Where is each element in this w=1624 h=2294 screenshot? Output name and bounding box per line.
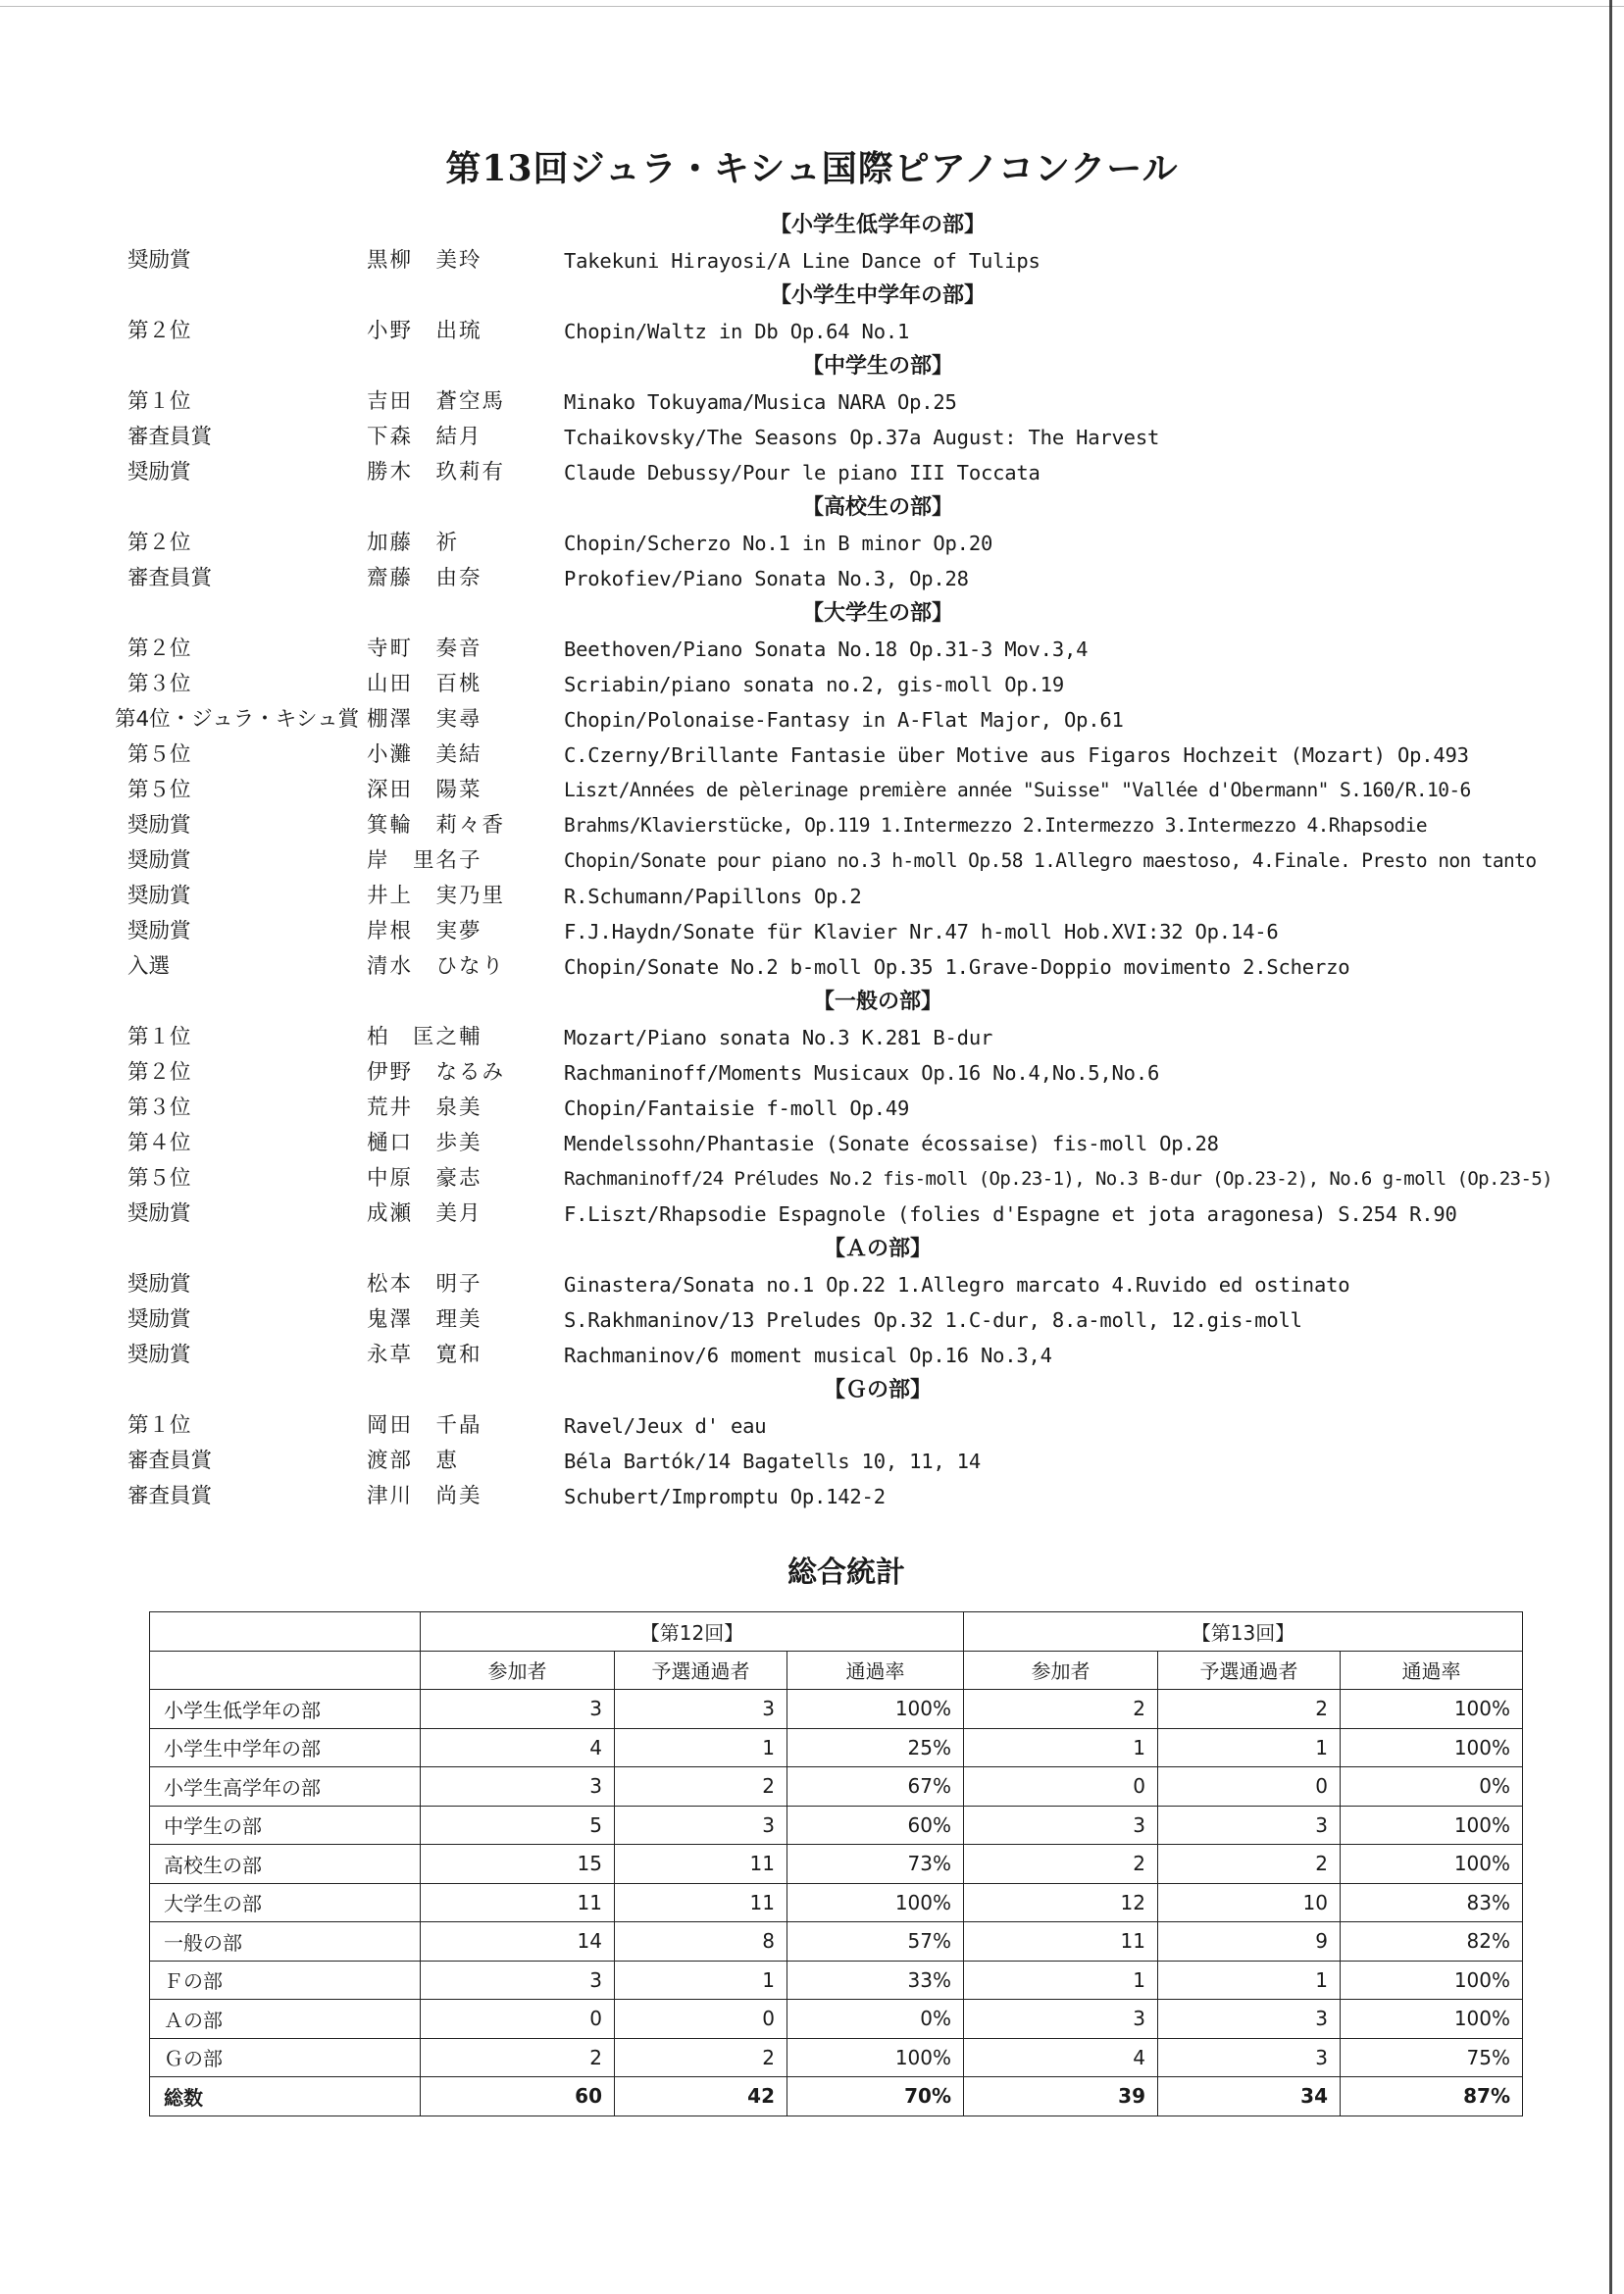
section-heading — [118, 208, 1569, 243]
performer-name: 加藤 祈 — [367, 531, 460, 555]
scan-edge-right — [1609, 0, 1612, 2294]
result-row — [118, 773, 1569, 808]
performer-name: 柏 匡之輔 — [367, 1025, 482, 1049]
stats-cell: 73% — [787, 1845, 964, 1884]
result-row — [118, 1020, 1569, 1055]
piece-title: F.J.Haydn/Sonate für Klavier Nr.47 h-moll Hob.XVI:32 Op.14-6 — [564, 920, 1279, 943]
stats-cell: 2 — [615, 1767, 787, 1807]
award-label: 審査員賞 — [127, 566, 213, 590]
result-row — [118, 1408, 1569, 1444]
stats-cell: 3 — [615, 1806, 787, 1845]
piece-title: F.Liszt/Rhapsodie Espagnole (folies d'Espagne et jota aragonesa) S.254 R.90 — [564, 1202, 1457, 1226]
section-heading-text: 【一般の部】 — [812, 990, 942, 1014]
award-label: 奨励賞 — [127, 248, 191, 273]
result-row — [118, 1338, 1569, 1373]
result-row — [118, 1091, 1569, 1126]
section-heading — [118, 1232, 1569, 1267]
result-row — [118, 1267, 1569, 1302]
performer-name: 寺町 奏音 — [367, 637, 482, 661]
stats-cell: 100% — [1341, 1690, 1523, 1729]
stats-cell: 11 — [964, 1922, 1158, 1962]
piece-title: Chopin/Sonate No.2 b-moll Op.35 1.Grave-Doppio movimento 2.Scherzo — [564, 955, 1350, 979]
result-row — [118, 1197, 1569, 1232]
performer-name: 清水 ひなり — [367, 954, 506, 979]
stats-cell: 8 — [615, 1922, 787, 1962]
award-label: 第4位・ジュラ・キシュ賞 — [115, 707, 360, 732]
award-label: 第４位 — [127, 1131, 191, 1155]
performer-name: 永草 寛和 — [367, 1343, 482, 1367]
stats-cell: 2 — [421, 2038, 615, 2077]
stats-cell: 5 — [421, 1806, 615, 1845]
result-row — [118, 455, 1569, 490]
stats-col-header: 参加者 — [964, 1651, 1158, 1690]
result-row — [118, 632, 1569, 667]
piece-title: Prokofiev/Piano Sonata No.3, Op.28 — [564, 567, 969, 590]
stats-cell: 1 — [964, 1728, 1158, 1767]
performer-name: 岸根 実夢 — [367, 919, 482, 943]
stats-cell: 75% — [1341, 2038, 1523, 2077]
stats-column-header-row — [150, 1651, 1523, 1690]
result-row — [115, 702, 1569, 738]
section-heading — [118, 985, 1569, 1020]
piece-title: Liszt/Années de pèlerinage première année "Suisse" "Vallée d'Obermann" S.160/R.10-6 — [564, 779, 1471, 801]
stats-row — [150, 1690, 1523, 1729]
result-row — [118, 1161, 1569, 1197]
stats-cell: 100% — [1341, 1845, 1523, 1884]
section-heading-text: 【中学生の部】 — [801, 354, 953, 379]
stats-cell: 83% — [1341, 1883, 1523, 1922]
award-label: 第１位 — [127, 1025, 191, 1049]
stats-total-row — [150, 2077, 1523, 2116]
award-label: 第２位 — [127, 319, 191, 343]
performer-name: 成瀬 美月 — [367, 1201, 482, 1226]
stats-col-header: 通過率 — [787, 1651, 964, 1690]
piece-title: Chopin/Sonate pour piano no.3 h-moll Op.58 1.Allegro maestoso, 4.Finale. Presto non tanto — [564, 849, 1537, 872]
performer-name: 深田 陽菜 — [367, 778, 482, 802]
section-heading — [118, 279, 1569, 314]
award-label: 奨励賞 — [127, 884, 191, 908]
stats-cell: 57% — [787, 1922, 964, 1962]
stats-row — [150, 1806, 1523, 1845]
stats-cell: 2 — [615, 2038, 787, 2077]
performer-name: 小野 出琉 — [367, 319, 482, 343]
results-list — [115, 208, 1569, 1514]
performer-name: 小灘 美結 — [367, 742, 482, 767]
stats-cell: 3 — [1158, 2000, 1341, 2039]
piece-title: Chopin/Polonaise-Fantasy in A-Flat Major, Op.61 — [564, 708, 1124, 732]
award-label: 第２位 — [127, 637, 191, 661]
stats-row-label: Ａの部 — [150, 2000, 421, 2039]
section-heading — [118, 490, 1569, 526]
award-label: 第５位 — [127, 1166, 191, 1191]
stats-row — [150, 2038, 1523, 2077]
piece-title: Scriabin/piano sonata no.2, gis-moll Op.19 — [564, 673, 1064, 696]
result-row — [118, 808, 1569, 843]
stats-cell: 9 — [1158, 1922, 1341, 1962]
stats-col-header: 予選通過者 — [615, 1651, 787, 1690]
scan-edge-top — [0, 6, 1624, 7]
award-label: 奨励賞 — [127, 460, 191, 484]
award-label: 審査員賞 — [127, 1484, 213, 1508]
section-heading-text: 【小学生低学年の部】 — [769, 213, 986, 237]
stats-row-label: 総数 — [150, 2077, 421, 2116]
stats-cell: 60% — [787, 1806, 964, 1845]
stats-cell: 100% — [1341, 1728, 1523, 1767]
piece-title: Rachmaninoff/Moments Musicaux Op.16 No.4,No.5,No.6 — [564, 1061, 1160, 1085]
stats-cell: 82% — [1341, 1922, 1523, 1962]
stats-cell: 10 — [1158, 1883, 1341, 1922]
section-heading — [118, 596, 1569, 632]
section-heading-text: 【高校生の部】 — [801, 495, 953, 520]
stats-cell: 100% — [787, 2038, 964, 2077]
stats-cell: 0 — [1158, 1767, 1341, 1807]
performer-name: 齋藤 由奈 — [367, 566, 482, 590]
stats-blank-header — [150, 1651, 421, 1690]
result-row — [118, 384, 1569, 420]
award-label: 入選 — [127, 954, 171, 979]
stats-cell: 3 — [421, 1767, 615, 1807]
piece-title: Claude Debussy/Pour le piano III Toccata — [564, 461, 1040, 484]
award-label: 奨励賞 — [127, 1307, 191, 1332]
stats-cell: 100% — [787, 1883, 964, 1922]
award-label: 第１位 — [127, 389, 191, 414]
stats-cell: 87% — [1341, 2077, 1523, 2116]
piece-title: Rachmaninoff/24 Préludes No.2 fis-moll (Op.23-1), No.3 B-dur (Op.23-2), No.6 g-moll (Op.23-5) — [564, 1168, 1553, 1190]
award-label: 奨励賞 — [127, 813, 191, 838]
result-row — [118, 1479, 1569, 1514]
stats-cell: 100% — [1341, 2000, 1523, 2039]
piece-title: C.Czerny/Brillante Fantasie über Motive aus Figaros Hochzeit (Mozart) Op.493 — [564, 743, 1469, 767]
stats-cell: 0% — [787, 2000, 964, 2039]
stats-cell: 39 — [964, 2077, 1158, 2116]
stats-row — [150, 1922, 1523, 1962]
piece-title: Chopin/Fantaisie f-moll Op.49 — [564, 1096, 910, 1120]
piece-title: Beethoven/Piano Sonata No.18 Op.31-3 Mov.3,4 — [564, 637, 1089, 661]
stats-corner-cell — [150, 1612, 421, 1652]
stats-row-label: 小学生高学年の部 — [150, 1767, 421, 1807]
stats-cell: 0% — [1341, 1767, 1523, 1807]
award-label: 審査員賞 — [127, 1449, 213, 1473]
stats-cell: 1 — [1158, 1961, 1341, 2000]
result-row — [118, 1444, 1569, 1479]
award-label: 奨励賞 — [127, 1272, 191, 1297]
stats-cell: 100% — [787, 1690, 964, 1729]
piece-title: Minako Tokuyama/Musica NARA Op.25 — [564, 390, 957, 414]
stats-row-label: Ｆの部 — [150, 1961, 421, 2000]
performer-name: 樋口 歩美 — [367, 1131, 482, 1155]
piece-title: Béla Bartók/14 Bagatells 10, 11, 14 — [564, 1450, 981, 1473]
stats-cell: 4 — [964, 2038, 1158, 2077]
section-heading — [118, 1373, 1569, 1408]
stats-col-header: 参加者 — [421, 1651, 615, 1690]
stats-cell: 2 — [1158, 1690, 1341, 1729]
performer-name: 吉田 蒼空馬 — [367, 389, 506, 414]
stats-cell: 3 — [615, 1690, 787, 1729]
stats-cell: 1 — [964, 1961, 1158, 2000]
stats-row — [150, 1767, 1523, 1807]
stats-cell: 1 — [615, 1728, 787, 1767]
result-row — [118, 1126, 1569, 1161]
stats-row-label: 大学生の部 — [150, 1883, 421, 1922]
stats-cell: 2 — [964, 1845, 1158, 1884]
performer-name: 岡田 千晶 — [367, 1413, 482, 1438]
stats-table — [149, 1611, 1523, 2116]
stats-cell: 14 — [421, 1922, 615, 1962]
result-row — [118, 420, 1569, 455]
stats-cell: 25% — [787, 1728, 964, 1767]
piece-title: Ravel/Jeux d' eau — [564, 1414, 767, 1438]
stats-title: 総合統計 — [787, 1555, 905, 1590]
performer-name: 山田 百桃 — [367, 672, 482, 696]
piece-title: Mozart/Piano sonata No.3 K.281 B-dur — [564, 1026, 993, 1049]
result-row — [118, 314, 1569, 349]
section-heading-text: 【Ａの部】 — [823, 1237, 932, 1261]
performer-name: 井上 実乃里 — [367, 884, 506, 908]
piece-title: Chopin/Scherzo No.1 in B minor Op.20 — [564, 532, 993, 555]
section-heading — [118, 349, 1569, 384]
stats-cell: 3 — [1158, 1806, 1341, 1845]
result-row — [118, 843, 1569, 879]
stats-row — [150, 1845, 1523, 1884]
stats-cell: 1 — [615, 1961, 787, 2000]
stats-cell: 100% — [1341, 1961, 1523, 2000]
stats-cell: 3 — [421, 1690, 615, 1729]
stats-cell: 42 — [615, 2077, 787, 2116]
stats-row — [150, 1961, 1523, 2000]
stats-group-12: 【第12回】 — [421, 1612, 964, 1652]
stats-row-label: 一般の部 — [150, 1922, 421, 1962]
result-row — [118, 243, 1569, 279]
performer-name: 中原 豪志 — [367, 1166, 482, 1191]
award-label: 奨励賞 — [127, 848, 191, 873]
piece-title: Takekuni Hirayosi/A Line Dance of Tulips — [564, 249, 1040, 273]
stats-cell: 11 — [421, 1883, 615, 1922]
stats-cell: 0 — [615, 2000, 787, 2039]
stats-cell: 12 — [964, 1883, 1158, 1922]
stats-row-label: Ｇの部 — [150, 2038, 421, 2077]
stats-cell: 3 — [1158, 2038, 1341, 2077]
result-row — [118, 879, 1569, 914]
award-label: 奨励賞 — [127, 1343, 191, 1367]
piece-title: R.Schumann/Papillons Op.2 — [564, 885, 862, 908]
stats-cell: 11 — [615, 1845, 787, 1884]
stats-cell: 15 — [421, 1845, 615, 1884]
stats-row — [150, 1728, 1523, 1767]
award-label: 第３位 — [127, 1096, 191, 1120]
performer-name: 渡部 恵 — [367, 1449, 460, 1473]
piece-title: Chopin/Waltz in Db Op.64 No.1 — [564, 320, 910, 343]
result-row — [118, 1055, 1569, 1091]
stats-cell: 33% — [787, 1961, 964, 2000]
stats-cell: 3 — [964, 1806, 1158, 1845]
section-heading-text: 【大学生の部】 — [801, 601, 953, 626]
stats-cell: 100% — [1341, 1806, 1523, 1845]
stats-row — [150, 1883, 1523, 1922]
performer-name: 岸 里名子 — [367, 848, 482, 873]
result-row — [118, 949, 1569, 985]
section-heading-text: 【小学生中学年の部】 — [769, 283, 986, 308]
award-label: 第５位 — [127, 742, 191, 767]
piece-title: Mendelssohn/Phantasie (Sonate écossaise) fis-moll Op.28 — [564, 1132, 1219, 1155]
piece-title: Ginastera/Sonata no.1 Op.22 1.Allegro marcato 4.Ruvido ed ostinato — [564, 1273, 1350, 1297]
award-label: 第５位 — [127, 778, 191, 802]
award-label: 第２位 — [127, 531, 191, 555]
performer-name: 荒井 泉美 — [367, 1096, 482, 1120]
result-row — [118, 526, 1569, 561]
award-label: 第１位 — [127, 1413, 191, 1438]
stats-cell: 0 — [421, 2000, 615, 2039]
stats-cell: 0 — [964, 1767, 1158, 1807]
stats-row-label: 小学生低学年の部 — [150, 1690, 421, 1729]
stats-cell: 3 — [964, 2000, 1158, 2039]
result-row — [118, 738, 1569, 773]
award-label: 奨励賞 — [127, 919, 191, 943]
stats-cell: 2 — [1158, 1845, 1341, 1884]
stats-cell: 34 — [1158, 2077, 1341, 2116]
section-heading-text: 【Ｇの部】 — [823, 1378, 932, 1402]
piece-title: Brahms/Klavierstücke, Op.119 1.Intermezzo 2.Intermezzo 3.Intermezzo 4.Rhapsodie — [564, 814, 1428, 837]
result-row — [118, 914, 1569, 949]
stats-row-label: 高校生の部 — [150, 1845, 421, 1884]
stats-col-header: 予選通過者 — [1158, 1651, 1341, 1690]
stats-row-label: 中学生の部 — [150, 1806, 421, 1845]
performer-name: 鬼澤 理美 — [367, 1307, 482, 1332]
stats-cell: 70% — [787, 2077, 964, 2116]
performer-name: 黒柳 美玲 — [367, 248, 482, 273]
performer-name: 下森 結月 — [367, 425, 482, 449]
stats-group-header-row — [150, 1612, 1523, 1652]
stats-row-label: 小学生中学年の部 — [150, 1728, 421, 1767]
piece-title: S.Rakhmaninov/13 Preludes Op.32 1.C-dur, 8.a-moll, 12.gis-moll — [564, 1308, 1302, 1332]
award-label: 第２位 — [127, 1060, 191, 1085]
stats-cell: 67% — [787, 1767, 964, 1807]
award-label: 審査員賞 — [127, 425, 213, 449]
piece-title: Rachmaninov/6 moment musical Op.16 No.3,4 — [564, 1344, 1052, 1367]
result-row — [118, 667, 1569, 702]
performer-name: 箕輪 莉々香 — [367, 813, 506, 838]
piece-title: Schubert/Impromptu Op.142-2 — [564, 1485, 886, 1508]
stats-group-13: 【第13回】 — [964, 1612, 1523, 1652]
stats-cell: 3 — [421, 1961, 615, 2000]
result-row — [118, 561, 1569, 596]
performer-name: 伊野 なるみ — [367, 1060, 506, 1085]
stats-row — [150, 2000, 1523, 2039]
stats-cell: 11 — [615, 1883, 787, 1922]
performer-name: 棚澤 実尋 — [367, 707, 482, 732]
stats-col-header: 通過率 — [1341, 1651, 1523, 1690]
page-title: 第13回ジュラ・キシュ国際ピアノコンクール — [445, 148, 1179, 190]
stats-cell: 60 — [421, 2077, 615, 2116]
result-row — [118, 1302, 1569, 1338]
performer-name: 松本 明子 — [367, 1272, 482, 1297]
performer-name: 勝木 玖莉有 — [367, 460, 506, 484]
stats-cell: 4 — [421, 1728, 615, 1767]
stats-cell: 1 — [1158, 1728, 1341, 1767]
piece-title: Tchaikovsky/The Seasons Op.37a August: The Harvest — [564, 426, 1160, 449]
stats-cell: 2 — [964, 1690, 1158, 1729]
award-label: 奨励賞 — [127, 1201, 191, 1226]
performer-name: 津川 尚美 — [367, 1484, 482, 1508]
award-label: 第３位 — [127, 672, 191, 696]
